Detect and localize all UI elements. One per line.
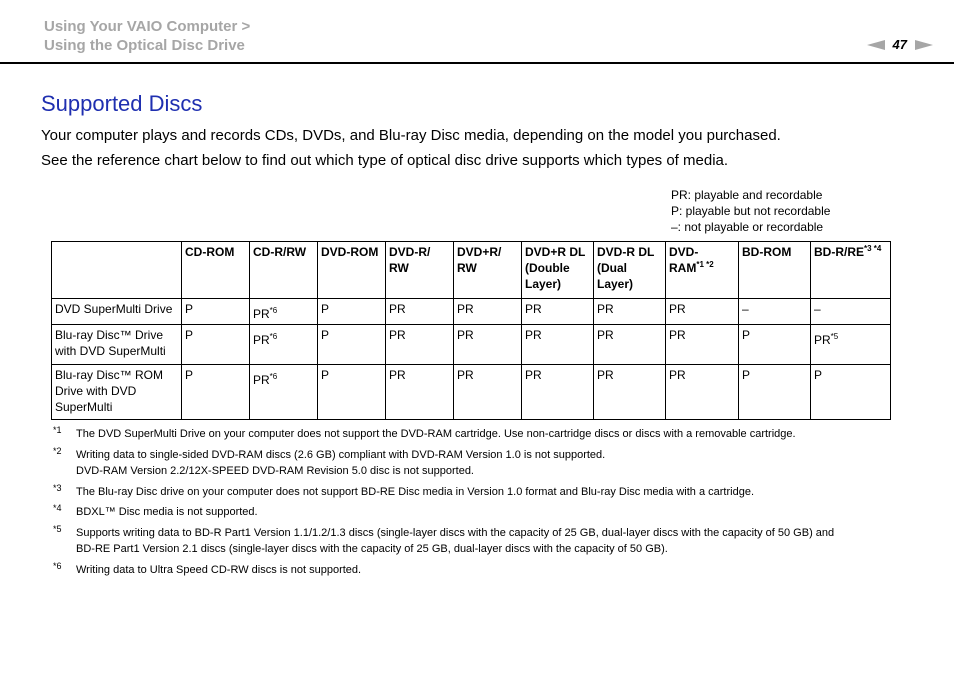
support-cell [666,365,739,420]
support-cell [522,365,594,420]
footnote [53,426,893,443]
support-value: – [814,302,821,316]
legend-item: P: playable but not recordable [671,204,831,218]
footnote-text: Writing data to single-sided DVD-RAM discs (2.6 GB) compliant with DVD-RAM Version 1.0 is not supported. DVD-RAM Version 2.2/12X-SPEED DVD-RAM Revision 5.0 disc is not supported. [76,448,606,477]
table-row [52,325,891,365]
footnote-ref: *5 [830,332,839,341]
support-cell [666,299,739,325]
column-header [522,242,594,299]
support-value: P [185,302,194,316]
support-value: P [185,368,194,382]
support-cell [250,365,318,420]
footnote [53,562,893,579]
footnote [53,504,893,521]
footnote-mark: *3 [53,482,62,493]
support-value: P [814,368,823,382]
column-header [454,242,522,299]
column-header [594,242,666,299]
footnote-text: Writing data to Ultra Speed CD-RW discs is not supported. [76,563,362,576]
footnote [53,484,893,501]
footnote-text: The Blu-ray Disc drive on your computer does not support BD-RE Disc media in Version 1.0 format and Blu-ray Disc media with a cartridge. [76,485,755,498]
support-cell [594,365,666,420]
support-cell [250,299,318,325]
support-value: PR [253,333,270,347]
footnote-ref: *6 [269,332,278,341]
support-value: PR [597,328,614,342]
header-rule [0,62,954,64]
support-cell [811,299,891,325]
support-value: PR [669,302,686,316]
support-cell [182,299,250,325]
column-header-label: BD-R/RE [814,245,864,259]
column-header-label: CD-R/RW [253,245,307,259]
footnote-ref: *6 [269,372,278,381]
table-row [52,299,891,325]
support-cell [386,325,454,365]
support-cell [811,365,891,420]
support-value: PR [525,328,542,342]
footnotes [53,426,893,582]
table-body [52,299,891,420]
column-header-label: CD-ROM [185,245,235,259]
breadcrumb-line-1[interactable]: Using Your VAIO Computer > [44,18,251,35]
support-cell [386,299,454,325]
support-value: PR [669,368,686,382]
column-header [182,242,250,299]
support-value: PR [457,328,474,342]
support-cell [182,365,250,420]
legend-item: –: not playable or recordable [671,220,824,234]
support-value: PR [457,368,474,382]
intro-line-1: Your computer plays and records CDs, DVDs, and Blu-ray Disc media, depending on the model you purchased. [41,127,781,144]
column-header-label: DVD-R/ RW [389,245,431,275]
support-cell [811,325,891,365]
footnote-text: BDXL™ Disc media is not supported. [76,506,258,518]
support-value: P [185,328,194,342]
footnote-ref: *6 [269,306,278,315]
support-value: PR [597,302,614,316]
support-value: PR [597,368,614,382]
footnote-text: Supports writing data to BD-R Part1 Version 1.1/1.2/1.3 discs (single-layer discs with the capacity of 25 GB, dual-layer discs with the capacity of 50 GB) and BD-RE Part1 Version 2.1 discs (single-layer discs with the capacity of 25 GB, dual-layer discs with the capacity of 50 GB). [76,526,835,555]
column-header [318,242,386,299]
support-value: PR [253,307,270,321]
legend-item: PR: playable and recordable [671,188,823,202]
drive-header-cell [52,242,182,299]
support-value: PR [389,328,406,342]
support-value: – [742,302,749,316]
support-cell [318,365,386,420]
disc-support-table [51,241,891,420]
support-value: PR [389,368,406,382]
support-value: PR [525,302,542,316]
footnote-mark: *6 [53,560,62,571]
column-header-label: DVD+R/ RW [457,245,502,275]
footnote-ref: *3 *4 [864,244,882,253]
support-cell [182,325,250,365]
previous-page-arrow-icon[interactable] [867,40,885,50]
support-cell [594,299,666,325]
support-cell [318,299,386,325]
column-header-label: BD-ROM [742,245,792,259]
support-value: PR [669,328,686,342]
support-value: PR [253,373,270,387]
column-header [386,242,454,299]
support-cell [454,325,522,365]
support-value: PR [389,302,406,316]
column-header [811,242,891,299]
footnote-mark: *4 [53,503,62,513]
support-cell [739,365,811,420]
column-header-label: DVD- RAM [669,245,699,275]
support-cell [739,299,811,325]
footnote-ref: *1 *2 [696,260,714,269]
support-cell [594,325,666,365]
legend [671,187,830,235]
column-header [666,242,739,299]
drive-name-cell: Blu-ray Disc™ Drive with DVD SuperMulti [52,325,182,365]
support-cell [386,365,454,420]
page-number: 47 [892,37,907,52]
footnote-text: The DVD SuperMulti Drive on your computer does not support the DVD-RAM cartridge. Use non-cartridge discs or discs with a removable cartridge. [76,428,796,440]
column-header [739,242,811,299]
support-cell [318,325,386,365]
drive-name-cell: DVD SuperMulti Drive [52,299,182,325]
pager [867,37,933,52]
footnote [53,525,893,558]
support-value: P [321,368,330,382]
support-value: PR [525,368,542,382]
support-value: P [321,328,330,342]
breadcrumb [44,17,250,55]
drive-name-cell: Blu-ray Disc™ ROM Drive with DVD SuperMulti [52,365,182,420]
footnote-mark: *1 [53,425,62,435]
column-header-label: DVD-R DL (Dual Layer) [597,245,655,291]
support-cell [666,325,739,365]
breadcrumb-line-2[interactable]: Using the Optical Disc Drive [44,37,245,54]
column-header [250,242,318,299]
support-value: PR [457,302,474,316]
column-header-label: DVD-ROM [321,245,379,259]
column-header-label: DVD+R DL (Double Layer) [525,245,586,291]
support-cell [739,325,811,365]
footnote-mark: *2 [53,445,62,456]
table-header-row [52,242,891,299]
table-row [52,365,891,420]
support-value: PR [814,333,831,347]
support-cell [454,365,522,420]
support-value: P [742,368,751,382]
intro-line-2: See the reference chart below to find out which type of optical disc drive supports which types of media. [41,152,729,169]
next-page-arrow-icon[interactable] [915,40,933,50]
support-value: P [742,328,751,342]
footnote-mark: *5 [53,523,62,534]
support-cell [522,299,594,325]
footnote [53,447,893,480]
support-value: P [321,302,330,316]
support-cell [522,325,594,365]
support-cell [454,299,522,325]
support-cell [250,325,318,365]
page-title: Supported Discs [41,91,203,116]
